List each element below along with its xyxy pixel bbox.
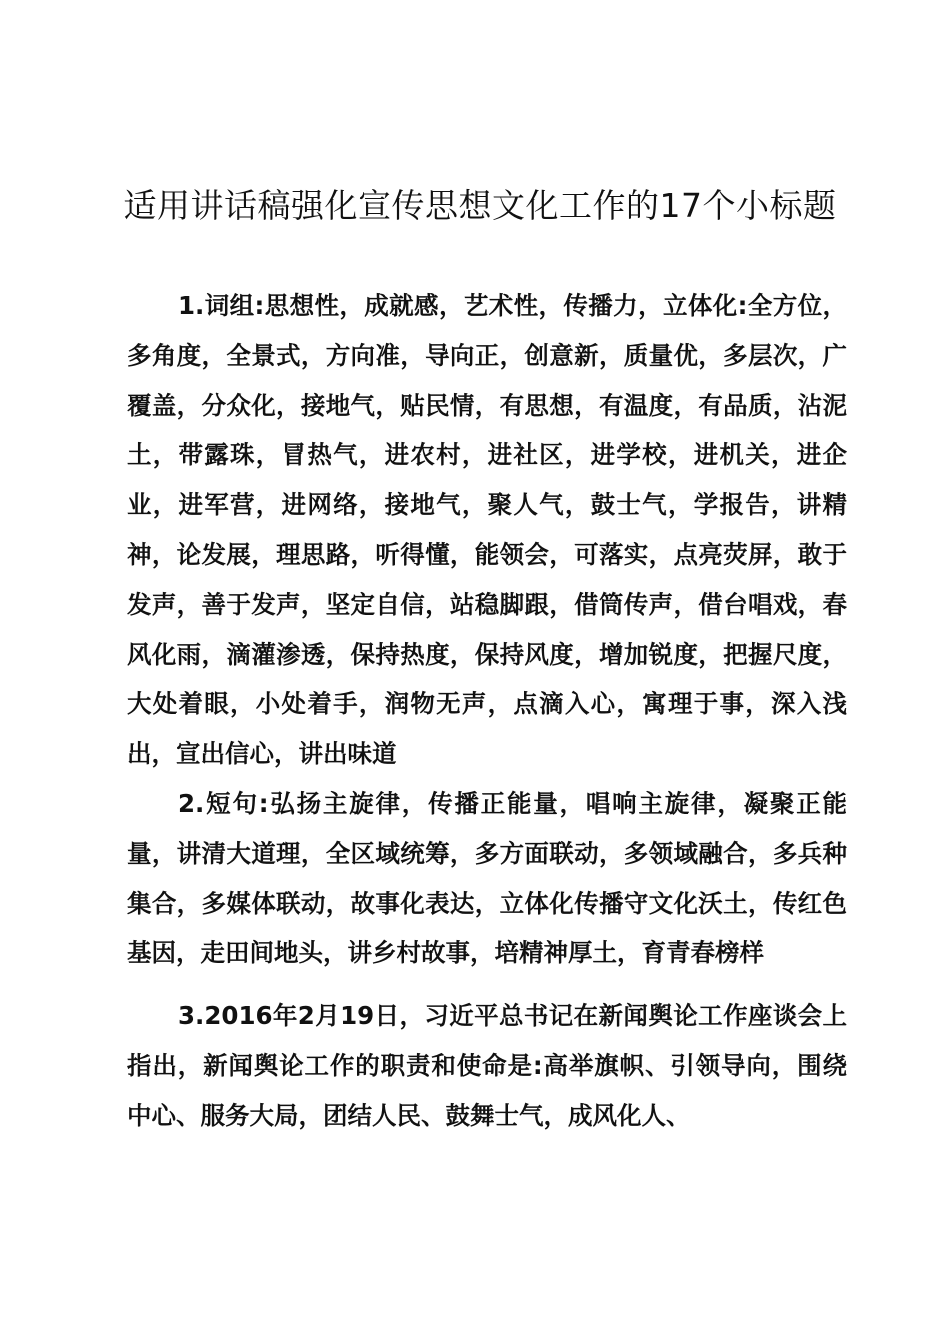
document-body	[127, 281, 847, 1141]
paragraph-phrases: 1.词组:思想性，成就感，艺术性，传播力，立体化:全方位，多角度，全景式，方向准，导向正，创意新，质量优，多层次，广覆盖，分众化，接地气，贴民情，有思想，有温度，有品质，沾泥土，带露珠，冒热气，进农村，进社区，进学校，进机关，进企业，进军营，进网络，接地气，聚人气，鼓士气，学报告，讲精神，论发展，理思路，听得懂，能领会，可落实，点亮荧屏，敢于发声，善于发声，坚定自信，站稳脚跟，借筒传声，借台唱戏，春风化雨，滴灌渗透，保持热度，保持风度，增加锐度，把握尺度，大处着眼，小处着手，润物无声，点滴入心，寓理于事，深入浅出，宣出信心，讲出味道	[127, 291, 847, 769]
paragraph-speech-quote: 3.2016年2月19日，习近平总书记在新闻舆论工作座谈会上指出，新闻舆论工作的职责和使命是:高举旗帜、引领导向，围绕中心、服务大局，团结人民、鼓舞士气，成风化人、	[127, 1001, 847, 1130]
document-title: 适用讲话稿强化宣传思想文化工作的17个小标题	[123, 186, 837, 225]
paragraph-short-sentences: 2.短句:弘扬主旋律，传播正能量，唱响主旋律，凝聚正能量，讲清大道理，全区域统筹，多方面联动，多领域融合，多兵种集合，多媒体联动，故事化表达，立体化传播守文化沃土，传红色基因，走田间地头，讲乡村故事，培精神厚土，育青春榜样	[127, 788, 847, 968]
